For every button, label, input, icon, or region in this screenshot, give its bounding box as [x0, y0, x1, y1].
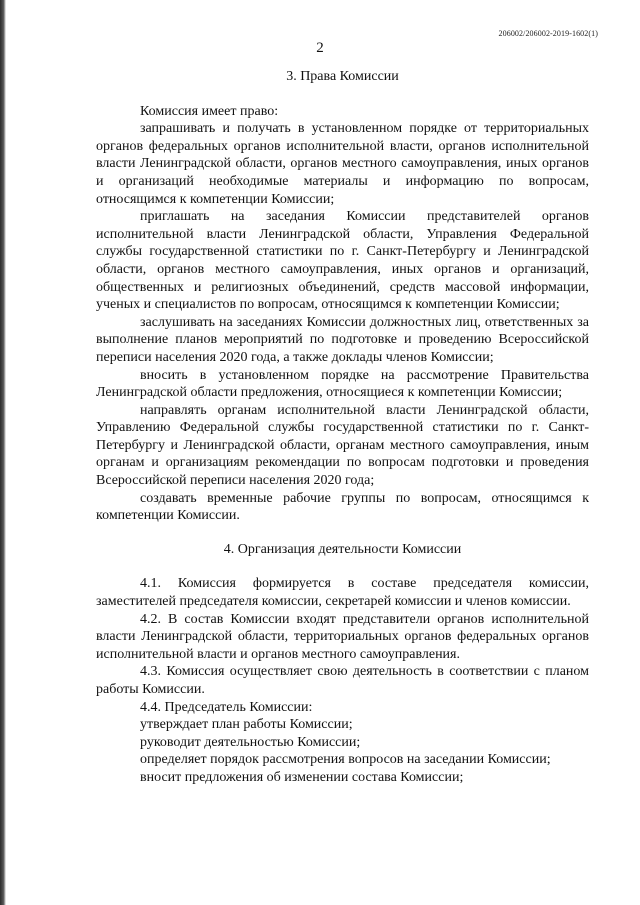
- section-3-paragraph: запрашивать и получать в установленном порядке от территориальных органов федеральных органов исполнительной власти, органов исполнительной власти Ленинградской области, органов местного самоуправления, иных органов и организаций необходимые материалы и информацию по вопросам, относящимся к компетенции Комиссии;: [96, 121, 589, 207]
- section-4-list-item: руководит деятельностью Комиссии;: [140, 734, 361, 750]
- section-3-title: 3. Права Комиссии: [286, 69, 399, 84]
- document-body: [96, 68, 589, 787]
- section-3-paragraph: создавать временные рабочие группы по вопросам, относящимся к компетенции Комиссии.: [96, 490, 589, 524]
- section-4-paragraph: 4.2. В состав Комиссии входят представители органов исполнительной власти Ленинградской области, территориальных органов федеральных органов исполнительной власти и органов местного самоуправления.: [96, 611, 589, 662]
- document-id: 206002/206002-2019-1602(1): [498, 29, 598, 38]
- section-4-title: 4. Организация деятельности Комиссии: [223, 541, 462, 557]
- section-4-paragraph: 4.1. Комиссия формируется в составе председателя комиссии, заместителей председателя комиссии, секретарей комиссии и членов комиссии.: [96, 576, 589, 610]
- section-3-paragraph: вносить в установленном порядке на рассмотрение Правительства Ленинградской области предложения, относящиеся к компетенции Комиссии;: [96, 367, 589, 401]
- section-3-intro: Комиссия имеет право:: [140, 103, 279, 119]
- section-4-list-item: утверждает план работы Комиссии;: [140, 717, 353, 733]
- scan-edge-shadow: [0, 0, 6, 905]
- section-4-paragraph: 4.4. Председатель Комиссии:: [140, 699, 313, 715]
- page-number: 2: [316, 40, 324, 56]
- section-4-list-item: определяет порядок рассмотрения вопросов на заседании Комиссии;: [140, 752, 551, 768]
- section-4-paragraph: 4.3. Комиссия осуществляет свою деятельность в соответствии с планом работы Комиссии.: [96, 664, 589, 697]
- section-3-paragraph: направлять органам исполнительной власти Ленинградской области, Управлению Федеральной службы государственной статистики по г. Санкт-Петербургу и Ленинградской области, органам местного самоуправления, иным органам и организациям рекомендации по вопросам подготовки и проведения Всероссийской переписи населения 2020 года;: [96, 402, 589, 489]
- section-3-paragraph: заслушивать на заседаниях Комиссии должностных лиц, ответственных за выполнение планов мероприятий по подготовке и проведению Всероссийской переписи населения 2020 года, а также доклады членов Комиссии;: [96, 314, 589, 365]
- section-3-paragraph: приглашать на заседания Комиссии представителей органов исполнительной власти Ленинградской области, Управления Федеральной службы государственной статистики по г. Санкт-Петербургу и Ленинградской области, органов местного самоуправления, иных органов и организаций, общественных и религиозных объединений, средств массовой информации, ученых и специалистов по вопросам, относящимся к компетенции Комиссии;: [96, 209, 589, 313]
- section-4-list-item: вносит предложения об изменении состава Комиссии;: [140, 769, 464, 785]
